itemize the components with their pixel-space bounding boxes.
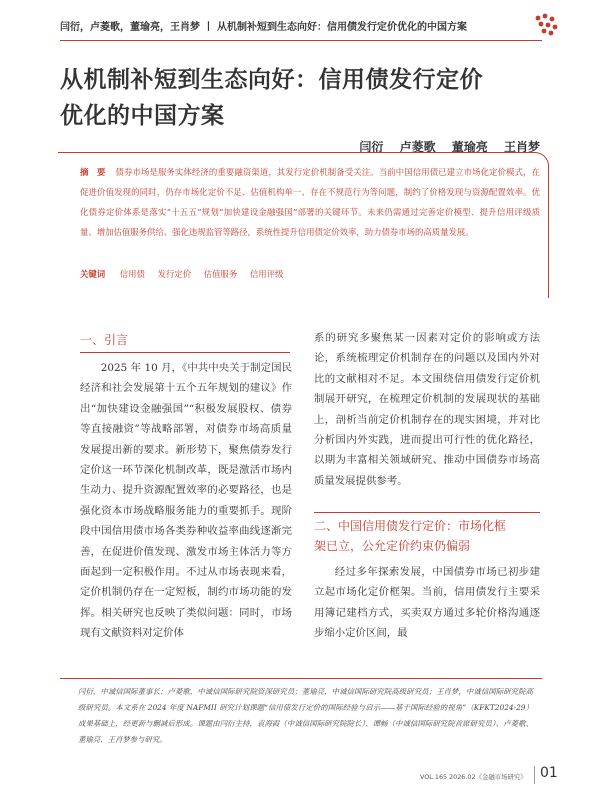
paragraph: 2025 年 10 月，《中共中央关于制定国民经济和社会发展第十五个五年规划的建议》作出“加快建设金融强国”“积极发展股权、债券等直接融资”等战略部署，对债券市场高质量发展提出新的要求。新形势下，聚焦债券发行定价这一环节深化机制改革，既是激活市场内生动力、提升资源配置效率的必要路径，也是强化资本市场战略服务能力的重要抓手。现阶段中国信用债市场各类券种收益率曲线逐渐完善，在促进价值发现、激发市场主体活力等方面起到一定积极作用。不过从市场表现来看，定价机制仍存在一定短板，制约市场功能的发挥。相关研究也反映了类似问题：同时，市场现有文献资料对定价体 [80,362,292,640]
footnote: 闫衍，中诚信国际董事长；卢菱歌，中诚信国际研究院资深研究员；董瑜亮，中诚信国际研究院高级研究员；王肖梦，中诚信国际研究院高级研究员。本文系在 2024 年度 NAFMII 研究计划课题“信用债发行定价的国际经验与启示——基于国际经验的视角”（KFKT2024-29）成果基础上，经更新与删减后形成。课题由闫衍主持，袁海霞（中诚信国际研究院院长）、谭畅（中诚信国际研究院首席研究员）、卢菱歌、董瑜亮、王肖梦参与研究。 [78,687,533,744]
keyword: 发行定价 [157,269,192,279]
right-column-bottom [314,562,540,644]
page-number-divider [534,766,535,784]
section-heading-2 [314,516,544,556]
keyword: 信用评级 [249,269,284,279]
journal-logo-icon [530,10,560,40]
abstract-text: 债券市场是服务实体经济的重要融资渠道，其发行定价机制备受关注。当前中国信用债已建立市场化定价模式，在促进价值发现的同时，仍存市场化定价不足、估值机构单一、存在不规范行为等问题，制约了价格发现与资源配置效率。优化债券定价体系是落实“十五五”规划“加快建设金融强国”部署的关键环节。未来仍需通过完善定价模型、提升信用评级质量、增加估值服务供给、强化违规监管等路径，系统性提升信用债定价效率，助力债券市场的高质量发展。 [80,167,541,237]
paragraph: 系的研究多聚焦某一因素对定价的影响或方法论，系统梳理定价机制存在的问题以及国内外对比的文献相对不足。本文围绕信用债发行定价机制展开研究，在梳理定价机制的发展现状的基础上，剖析当前定价机制存在的现实困境，并对比分析国内外实践，进而提出可行性的优化路径，以期为丰富相关领域研究、推动中国债券市场高质量发展提供参考。 [314,332,540,487]
title-line-1: 从机制补短到生态向好：信用债发行定价 [60,67,483,93]
section-divider [314,512,540,513]
journal-info: VOL.165 2026.02《金融市场研究》 [420,773,527,781]
author-name: 董瑜亮 [451,140,488,154]
abstract-label: 摘 要 [80,167,106,177]
author-name: 闫衍 [359,140,384,154]
keywords-label: 关键词 [80,269,106,279]
author-name: 王肖梦 [503,140,540,154]
keywords [80,268,540,280]
running-head: 闫衍，卢菱歌，董瑜亮，王肖梦 丨 从机制补短到生态向好：信用债发行定价优化的中国方案 [60,22,467,33]
header-divider [60,40,542,41]
title-line-2: 优化的中国方案 [60,103,225,129]
page-number: 01 [540,765,558,781]
section-heading-line: 架已立，公允定价约束仍偏弱 [314,539,471,553]
keyword: 信用债 [119,269,145,279]
article-title [60,62,540,134]
right-column-top [314,328,540,491]
left-column [80,358,292,644]
abstract [80,162,540,242]
section-divider [80,352,290,353]
section-heading-line: 二、中国信用债发行定价：市场化框 [314,519,507,533]
keyword: 估值服务 [203,269,238,279]
paragraph: 经过多年探索发展，中国债券市场已初步建立起市场化定价框架。当前，信用债发行主要采用簿记建档方式，买卖双方通过多轮价格沟通逐步缩小定价区间，最 [314,566,540,640]
author-name: 卢菱歌 [399,140,436,154]
section-heading-intro: 一、引言 [80,333,129,347]
footnote-divider [60,678,542,679]
